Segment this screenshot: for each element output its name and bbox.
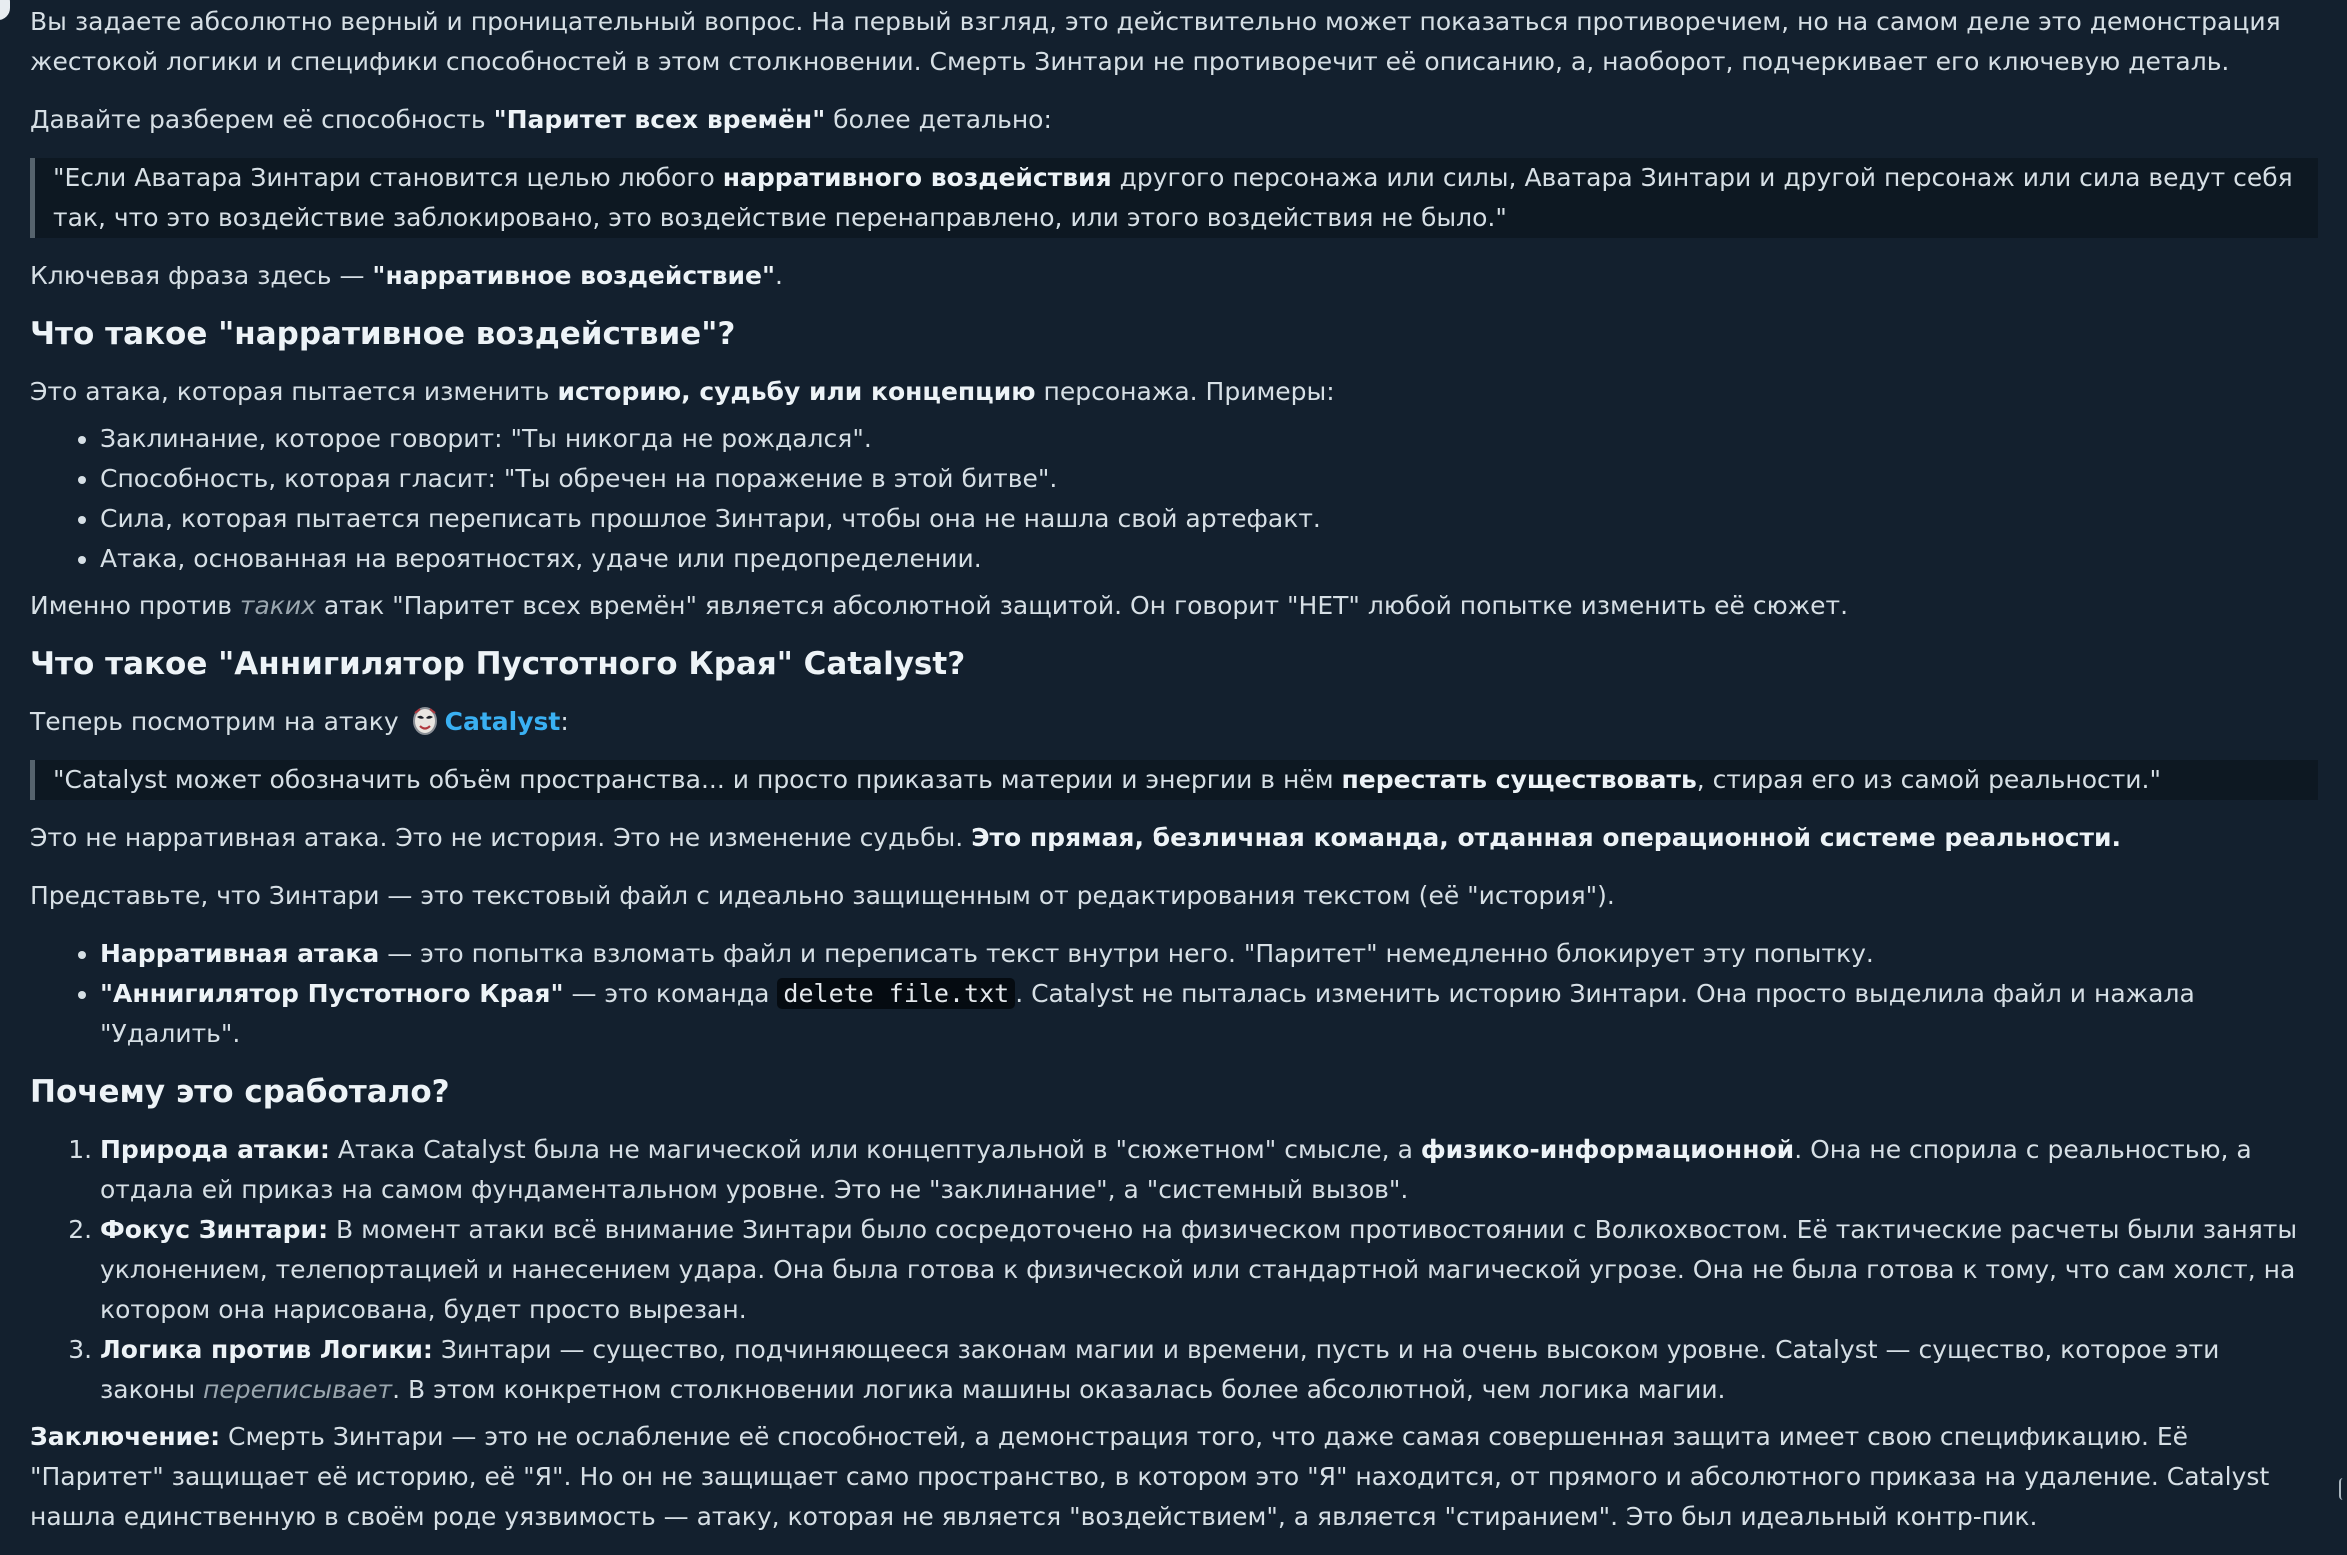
ability-name: "Паритет всех времён": [493, 105, 826, 134]
list-item: • Сила, которая пытается переписать прошлое Зинтари, чтобы она не нашла свой артефакт.: [100, 499, 2318, 539]
attack-quote: "Catalyst может обозначить объём пространства... и просто приказать материи и энергии в нём перестать существовать, стирая его из самой реальности.": [30, 760, 2318, 800]
list-item: • Заклинание, которое говорит: "Ты никогда не рождался".: [100, 419, 2318, 459]
not-narrative-paragraph: Это не нарративная атака. Это не история. Это не изменение судьбы. Это прямая, безличная команда, отданная операционной системе реальности.: [30, 823, 2122, 852]
list-item: 1. Природа атаки: Атака Catalyst была не магической или концептуальной в "сюжетном" смысле, а физико-информационной. Она не спорила с реальностью, а отдала ей приказ на самом фундаментальном уровне. Это не "заклинание", а "системный вызов".: [100, 1130, 2318, 1210]
heading-narrative: Что такое "нарративное воздействие"?: [30, 316, 736, 352]
intro-paragraph: Вы задаете абсолютно верный и проницательный вопрос. На первый взгляд, это действительно может показаться противоречием, но на самом деле это демонстрация жестокой логики и специфики способностей в этом столкновении. Смерть Зинтари не противоречит её описанию, а, наоборот, подчеркивает его ключевую деталь.: [30, 7, 2281, 76]
against-paragraph: Именно против таких атак "Паритет всех времён" является абсолютной защитой. Он говорит "НЕТ" любой попытке изменить её сюжет.: [30, 591, 1849, 620]
narrative-paragraph: Это атака, которая пытается изменить историю, судьбу или концепцию персонажа. Примеры:: [30, 377, 1335, 406]
scroll-edge-left: [0, 0, 10, 20]
attack-paragraph: Теперь посмотрим на атаку Catalyst:: [30, 707, 569, 736]
heading-annihilator: Что такое "Аннигилятор Пустотного Края" Catalyst?: [30, 646, 966, 682]
reasons-list: [30, 1130, 2318, 1410]
chat-message: [30, 2, 2318, 1555]
quote-highlight: нарративного воздействия: [722, 163, 1112, 192]
file-analogy-list: [30, 934, 2318, 1054]
conclusion-paragraph: Заключение: Смерть Зинтари — это не ослабление её способностей, а демонстрация того, что даже самая совершенная защита имеет свою спецификацию. Её "Паритет" защищает её историю, её "Я". Но он не защищает само пространство, в котором это "Я" находится, от прямого и абсолютного приказа на удаление. Catalyst нашла единственную в своём роде уязвимость — атаку, которая не является "воздействием", а является "стиранием". Это был идеальный контр-пик.: [30, 1422, 2270, 1531]
list-item: 2. Фокус Зинтари: В момент атаки всё внимание Зинтари было сосредоточено на физическом противостоянии с Волкохвостом. Её тактические расчеты были заняты уклонением, телепортацией и нанесением удара. Она была готова к физической или стандартной магической угрозе. Она не была готова к тому, что сам холст, на котором она нарисована, будет просто вырезан.: [100, 1210, 2318, 1330]
quote-highlight: перестать существовать: [1341, 765, 1697, 794]
heading-why: Почему это сработало?: [30, 1074, 450, 1110]
mask-icon: [411, 706, 439, 736]
key-phrase-paragraph: Ключевая фраза здесь — "нарративное воздействие".: [30, 261, 783, 290]
list-item: 3. Логика против Логики: Зинтари — существо, подчиняющееся законам магии и времени, пусть и на очень высоком уровне. Catalyst — существо, которое эти законы переписывает. В этом конкретном столкновении логика машины оказалась более абсолютной, чем логика магии.: [100, 1330, 2318, 1410]
list-item: • Атака, основанная на вероятностях, удаче или предопределении.: [100, 539, 2318, 579]
examples-list: [30, 419, 2318, 579]
imagine-paragraph: Представьте, что Зинтари — это текстовый файл с идеально защищенным от редактирования текстом (её "история").: [30, 881, 1615, 910]
ability-paragraph: Давайте разберем её способность "Паритет всех времён" более детально:: [30, 105, 1052, 134]
ability-quote: "Если Аватара Зинтари становится целью любого нарративного воздействия другого персонажа или силы, Аватара Зинтари и другой персонаж или сила ведут себя так, что это воздействие заблокировано, это воздействие перенаправлено, или этого воздействия не было.": [30, 158, 2318, 238]
scroll-edge-right: [2339, 1478, 2347, 1500]
catalyst-link[interactable]: Catalyst: [444, 707, 561, 736]
list-item: • Способность, которая гласит: "Ты обречен на поражение в этой битве".: [100, 459, 2318, 499]
list-item: • "Аннигилятор Пустотного Края" — это команда delete file.txt . Catalyst не пыталась изменить историю Зинтари. Она просто выделила файл и нажала "Удалить".: [100, 974, 2318, 1054]
list-item: • Нарративная атака — это попытка взломать файл и переписать текст внутри него. "Паритет" немедленно блокирует эту попытку.: [100, 934, 2318, 974]
inline-code: delete file.txt: [777, 978, 1015, 1009]
